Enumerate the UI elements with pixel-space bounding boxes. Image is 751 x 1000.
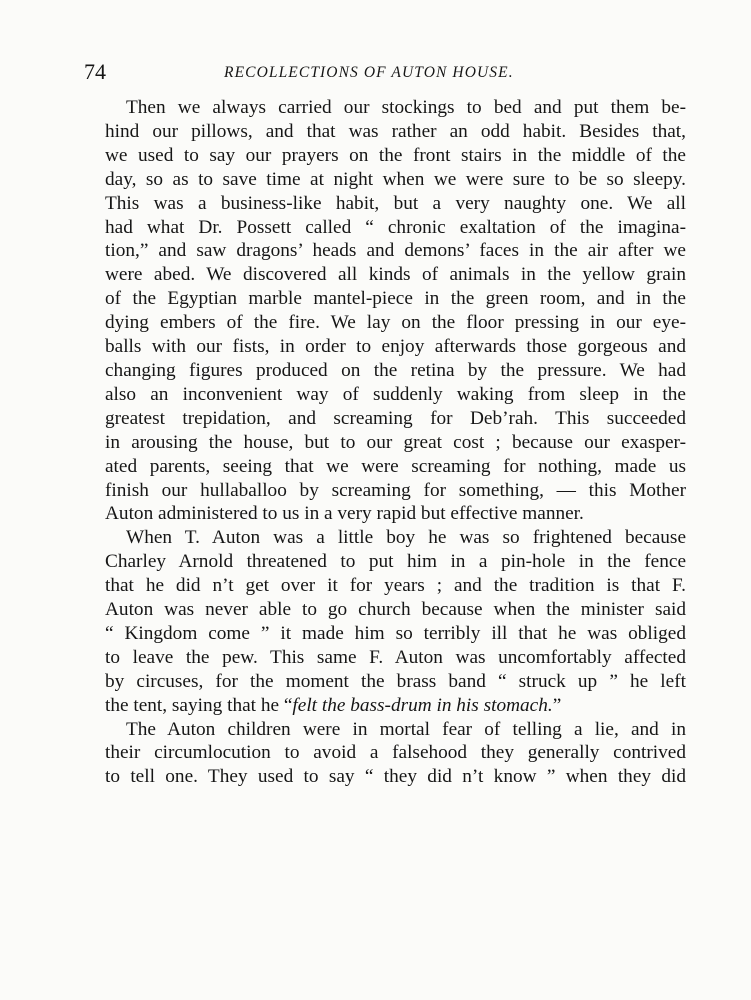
running-head	[84, 58, 686, 86]
text-line: Then we always carried our stockings to bed and put them be-	[126, 97, 686, 118]
text-line: The Auton children were in mortal fear of telling a lie, and in	[126, 718, 686, 740]
page-number: 74	[84, 59, 106, 84]
body-text	[84, 96, 686, 789]
text-run: the tent, saying that he “	[105, 694, 293, 716]
text-line: that he did n’t get over it for years ; and the tradition is that F.	[105, 575, 686, 597]
text-line: also an inconvenient way of suddenly waking from sleep in the	[105, 383, 686, 405]
text-line: This was a business-like habit, but a very naughty one. We all	[105, 192, 686, 214]
running-title: RECOLLECTIONS OF AUTON HOUSE.	[224, 64, 514, 81]
text-line: of the Egyptian marble mantel-piece in the green room, and in the	[105, 288, 686, 310]
text-line: to leave the pew. This same F. Auton was uncomfortably affected	[105, 646, 686, 668]
text-line: their circumlocution to avoid a falsehood they generally contrived	[105, 742, 686, 764]
text-line	[84, 694, 686, 718]
text-line: we used to say our prayers on the front stairs in the middle of the	[105, 144, 686, 166]
text-line: balls with our fists, in order to enjoy afterwards those gorgeous and	[105, 336, 686, 358]
text-run: ”	[552, 694, 562, 716]
italic-quote: felt the bass-drum in his stomach.	[292, 694, 553, 716]
text-line: Charley Arnold threatened to put him in a pin-hole in the fence	[105, 551, 686, 573]
text-line: Auton was never able to go church because when the minister said	[105, 599, 686, 621]
text-line: Auton administered to us in a very rapid but effective manner.	[105, 503, 584, 525]
text-line: were abed. We discovered all kinds of animals in the yellow grain	[105, 264, 686, 286]
paragraph-2	[84, 526, 686, 717]
text-line: finish our hullaballoo by screaming for something, — this Mother	[105, 479, 686, 501]
text-line: hind our pillows, and that was rather an odd habit. Besides that,	[105, 120, 686, 142]
paragraph-1	[84, 96, 686, 526]
text-line: dying embers of the fire. We lay on the floor pressing in our eye-	[105, 312, 686, 334]
text-line: by circuses, for the moment the brass band “ struck up ” he left	[105, 670, 686, 692]
text-line: day, so as to save time at night when we were sure to be so sleepy.	[105, 168, 686, 190]
text-line: greatest trepidation, and screaming for Deb’rah. This succeeded	[105, 407, 686, 429]
text-line: changing figures produced on the retina by the pressure. We had	[105, 359, 686, 381]
text-line: had what Dr. Possett called “ chronic exaltation of the imagina-	[105, 216, 686, 238]
text-line: When T. Auton was a little boy he was so frightened because	[126, 527, 686, 549]
text-line: “ Kingdom come ” it made him so terribly ill that he was obliged	[105, 622, 686, 644]
text-line: in arousing the house, but to our great cost ; because our exasper-	[105, 431, 686, 453]
paragraph-3	[84, 718, 686, 790]
text-line: to tell one. They used to say “ they did n’t know ” when they did	[105, 766, 686, 788]
text-line: tion,” and saw dragons’ heads and demons’ faces in the air after we	[105, 240, 686, 262]
text-line: ated parents, seeing that we were screaming for nothing, made us	[105, 455, 686, 477]
